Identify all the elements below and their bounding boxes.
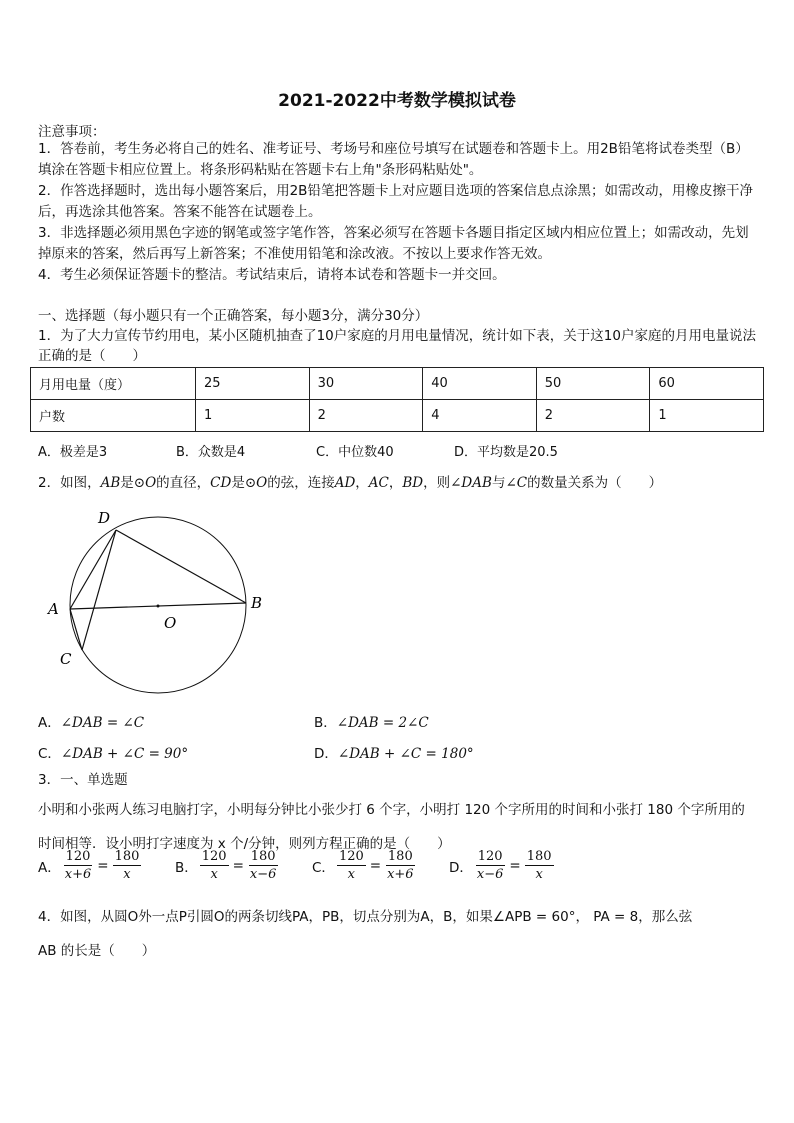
option-label: C．: [312, 859, 335, 876]
numerator: 180: [114, 849, 140, 864]
segment-ac: AC: [368, 475, 389, 491]
angle-dab: ∠DAB: [450, 475, 492, 491]
numerator: 180: [387, 849, 413, 864]
table-cell: 2: [536, 400, 650, 432]
exam-title: 2021-2022中考数学模拟试卷: [278, 91, 516, 111]
question-4-stem: [38, 900, 760, 968]
text: 是: [231, 475, 245, 491]
table-cell: 户数: [31, 400, 196, 432]
question-2-stem: [38, 471, 662, 491]
note-item: 3．非选择题必须用黑色字迹的钢笔或签字笔作答，答案必须写在答题卡各题目指定区域内相应位置上；如需改动，先划掉原来的答案，然后再写上新答案；不准使用铅笔和涂改液。不按以上要求作答无效。: [38, 225, 749, 262]
note-item: 1．答卷前，考生务必将自己的姓名、准考证号、考场号和座位号填写在试题卷和答题卡上。用2B铅笔将试卷类型（B）填涂在答题卡相应位置上。将条形码粘贴在答题卡右上角"条形码粘贴处"。: [38, 141, 749, 178]
chord-ac: [70, 609, 82, 650]
denominator: x+6: [387, 867, 414, 882]
option-label: B．: [314, 715, 337, 731]
option-expr: ∠DAB + ∠C = 180°: [337, 746, 474, 762]
segment-bd: BD: [402, 475, 424, 491]
option-expr: ∠DAB = ∠C: [60, 715, 145, 731]
table-cell: 1: [650, 400, 764, 432]
label-b: B: [251, 594, 263, 612]
text: 2．如图，: [38, 475, 101, 491]
numerator: 120: [477, 849, 503, 864]
table-cell: 2: [309, 400, 423, 432]
text: 的数量关系为（ ）: [527, 475, 663, 491]
table-cell: 50: [536, 368, 650, 400]
fraction: [475, 848, 506, 883]
option-a[interactable]: A．极差是3: [38, 445, 108, 460]
table-cell: 4: [423, 400, 537, 432]
question-1-options: [38, 441, 594, 460]
question-4-line: 4．如图，从圆O外一点P引圆O的两条切线PA，PB，切点分别为A，B，如果∠APB = 60°， PA = 8，那么弦: [38, 909, 693, 925]
circle-o: ⊙O: [133, 475, 157, 491]
text: 是: [120, 475, 134, 491]
denominator: x−6: [249, 867, 277, 882]
text: ，: [388, 475, 403, 491]
center-point: [157, 605, 160, 608]
question-4-line: AB 的长是（ ）: [38, 943, 156, 959]
text: 的弦，连接: [267, 475, 335, 491]
electricity-table: [30, 367, 764, 432]
question-1-text: 1．为了大力宣传节约用电，某小区随机抽查了10户家庭的月用电量情况，统计如下表，关于这10户家庭的月用电量说法正确的是（ ）: [38, 328, 756, 364]
table-cell: 1: [196, 400, 310, 432]
note-item: 4．考生必须保证答题卡的整洁。考试结束后，请将本试卷和答题卡一并交回。: [38, 267, 506, 283]
fraction: [385, 848, 416, 883]
text: 的直径，: [156, 475, 211, 491]
table-cell: 40: [423, 368, 537, 400]
label-d: D: [98, 509, 111, 527]
table-cell: 60: [650, 368, 764, 400]
table-cell: 25: [196, 368, 310, 400]
option-label: D．: [449, 859, 473, 876]
segment-ab: AB: [100, 475, 121, 491]
q3-option-c[interactable]: [312, 848, 449, 883]
option-c[interactable]: C．中位数40: [316, 445, 394, 460]
equals-sign: =: [232, 857, 244, 874]
option-expr: ∠DAB = 2∠C: [336, 715, 429, 731]
label-c: C: [60, 650, 72, 668]
fraction: [113, 848, 142, 883]
fraction: [525, 848, 554, 883]
denominator: x+6: [64, 867, 92, 882]
denominator: x: [210, 867, 218, 882]
option-label: A．: [38, 715, 61, 731]
chord-bd: [116, 530, 246, 603]
text: 与: [491, 475, 506, 491]
notes-list: [38, 139, 760, 286]
q3-option-d[interactable]: [449, 848, 586, 883]
text: ，: [355, 475, 369, 491]
fraction: [248, 848, 279, 883]
q2-option-d[interactable]: [314, 742, 474, 762]
denominator: x: [347, 867, 356, 882]
equals-sign: =: [369, 857, 382, 874]
fraction: [337, 848, 366, 883]
question-1-stem: [38, 326, 760, 366]
equals-sign: =: [97, 857, 109, 874]
denominator: x: [535, 867, 543, 882]
option-b[interactable]: B．众数是4: [176, 445, 246, 460]
question-3-line: 小明和小张两人练习电脑打字，小明每分钟比小张少打 6 个字，小明打 120 个字所用的时间和小张打 180 个字所用的: [38, 802, 745, 818]
circle-o: ⊙O: [244, 475, 268, 491]
angle-c: ∠C: [505, 475, 528, 491]
circle-diagram: [40, 505, 270, 705]
question-3-heading: 3．一、单选题: [38, 772, 128, 788]
table-cell: 月用电量（度）: [31, 368, 196, 400]
segment-cd: CD: [210, 475, 232, 491]
option-label: C．: [38, 746, 61, 762]
chord-cd: [82, 530, 116, 650]
table-cell: 30: [309, 368, 423, 400]
q3-option-a[interactable]: [38, 848, 175, 883]
section-heading: 一、选择题（每小题只有一个正确答案，每小题3分，满分30分）: [38, 308, 429, 324]
q2-option-b[interactable]: [314, 711, 429, 731]
option-label: D．: [314, 746, 338, 762]
fraction: [63, 848, 94, 883]
table-row: [31, 400, 764, 432]
q3-option-b[interactable]: [175, 848, 312, 883]
numerator: 180: [526, 849, 552, 864]
denominator: x: [123, 867, 131, 882]
numerator: 120: [201, 849, 227, 864]
numerator: 120: [65, 849, 91, 864]
numerator: 180: [250, 849, 276, 864]
label-a: A: [48, 600, 59, 618]
chord-ad: [70, 530, 116, 609]
notes-heading: 注意事项：: [38, 124, 106, 140]
segment-ad: AD: [334, 475, 356, 491]
option-expr: ∠DAB + ∠C = 90°: [60, 746, 189, 762]
question-3-line: 时间相等．设小明打字速度为 x 个/分钟，则列方程正确的是（ ）: [38, 836, 451, 852]
q2-option-c[interactable]: [38, 742, 188, 762]
text: ，则: [423, 475, 451, 491]
denominator: x−6: [476, 867, 504, 882]
label-o: O: [164, 614, 177, 632]
question-3-options: [38, 848, 586, 883]
q2-option-a[interactable]: [38, 711, 144, 731]
note-item: 2．作答选择题时，选出每小题答案后，用2B铅笔把答题卡上对应题目选项的答案信息点涂黑；如需改动，用橡皮擦干净后，再选涂其他答案。答案不能答在试题卷上。: [38, 183, 753, 220]
option-d[interactable]: D．平均数是20.5: [454, 445, 558, 460]
option-label: B．: [175, 859, 198, 876]
fraction: [200, 848, 229, 883]
option-label: A．: [38, 859, 61, 876]
table-row: [31, 368, 764, 400]
numerator: 120: [338, 849, 364, 864]
equals-sign: =: [509, 857, 521, 874]
